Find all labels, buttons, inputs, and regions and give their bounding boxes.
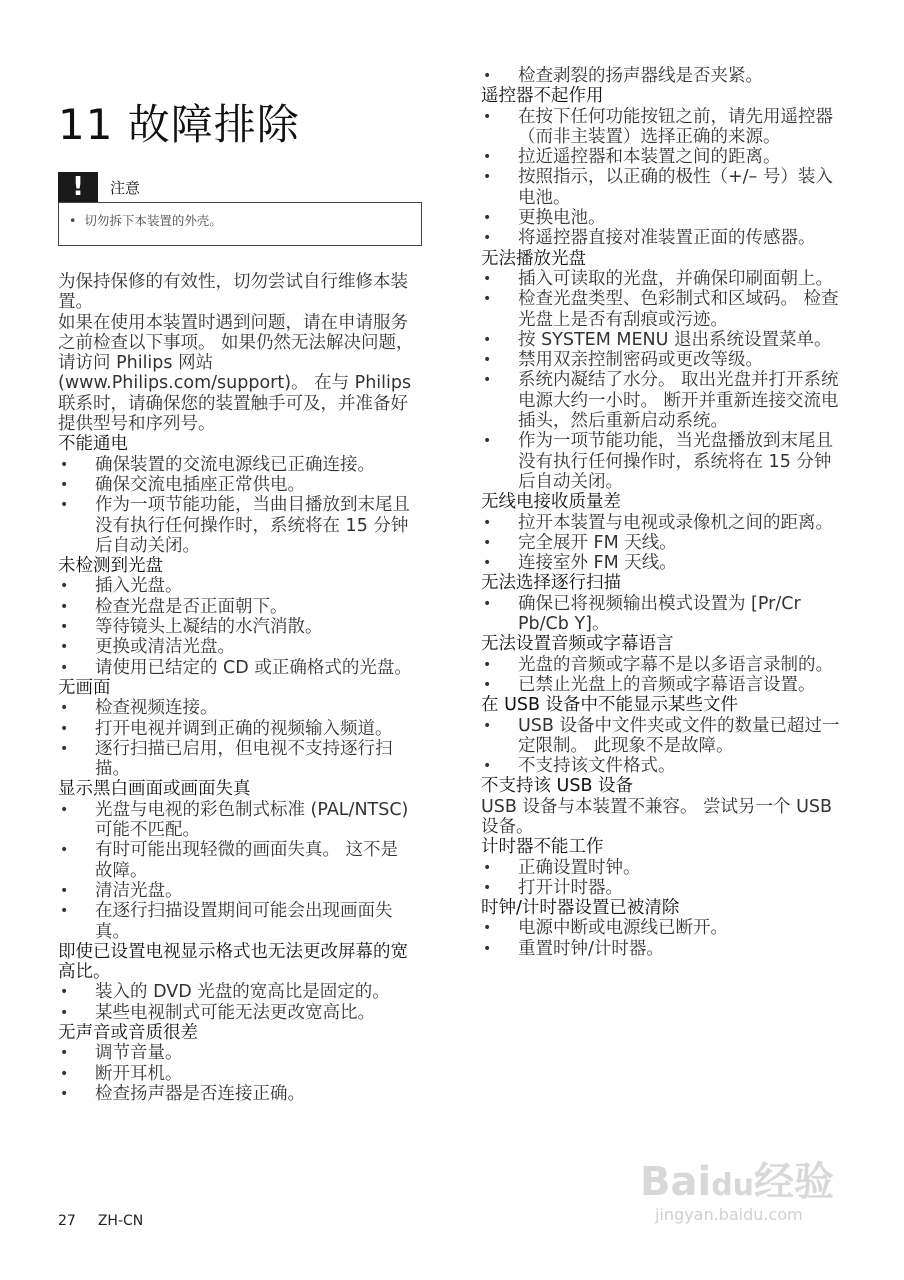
bullet-list — [481, 513, 843, 574]
troubleshoot-section — [481, 86, 843, 248]
section-heading: 无法选择逐行扫描 — [481, 573, 621, 594]
section-heading: 在 USB 设备中不能显示某些文件 — [481, 695, 739, 716]
list-item: • 确保交流电插座正常供电。 — [58, 475, 414, 495]
list-item: • 按 SYSTEM MENU 退出系统设置菜单。 — [481, 330, 843, 350]
bullet-list — [58, 800, 414, 942]
list-item: • 作为一项节能功能，当光盘播放到末尾且没有执行任何操作时，系统将在 15 分钟后自动关闭。 — [481, 431, 843, 492]
bullet-list — [481, 66, 843, 86]
bullet-list — [58, 982, 414, 1023]
troubleshoot-section — [58, 556, 414, 678]
list-item: • 光盘与电视的彩色制式标准 (PAL/NTSC) 可能不匹配。 — [58, 800, 414, 841]
troubleshoot-section — [481, 695, 843, 776]
troubleshoot-section — [481, 573, 843, 634]
list-item: • 检查光盘是否正面朝下。 — [58, 597, 414, 617]
right-column — [481, 66, 843, 959]
list-item: • 插入光盘。 — [58, 576, 414, 596]
list-item: • 重置时钟/计时器。 — [481, 939, 843, 959]
bullet: • — [69, 213, 77, 228]
section-heading: 无声音或音质很差 — [58, 1022, 198, 1043]
section-heading: 未检测到光盘 — [58, 556, 163, 577]
intro-paragraph: 如果在使用本装置时遇到问题，请在申请服务之前检查以下事项。 如果仍然无法解决问题，请访问 Philips 网站 (www.Philips.com/support)。 在与 Philips 联系时，请确保您的装置触手可及，并准备好提供型号和序列号。 — [58, 312, 414, 435]
bullet-list — [481, 269, 843, 492]
list-item: • 插入可读取的光盘，并确保印刷面朝上。 — [481, 269, 843, 289]
caution-note — [58, 172, 422, 246]
list-item: • 正确设置时钟。 — [481, 858, 843, 878]
troubleshoot-section — [481, 837, 843, 898]
list-item: • 系统内凝结了水分。 取出光盘并打开系统电源大约一小时。 断开并重新连接交流电插头，然后重新启动系统。 — [481, 370, 843, 431]
list-item: • 检查光盘类型、色彩制式和区域码。 检查光盘上是否有刮痕或污迹。 — [481, 289, 843, 330]
list-item: • 在按下任何功能按钮之前，请先用遥控器（而非主装置）选择正确的来源。 — [481, 107, 843, 148]
list-item: • 连接室外 FM 天线。 — [481, 553, 843, 573]
list-item: • 逐行扫描已启用，但电视不支持逐行扫描。 — [58, 739, 414, 780]
intro-paragraph: 为保持保修的有效性，切勿尝试自行维修本装置。 — [58, 272, 408, 313]
section-heading: 不能通电 — [58, 434, 128, 455]
section-heading: 无线电接收质量差 — [481, 492, 621, 513]
list-item: • 将遥控器直接对准装置正面的传感器。 — [481, 228, 843, 248]
left-column — [58, 272, 414, 1104]
watermark-url: jingyan.baidu.com — [655, 1205, 803, 1224]
list-item: • 电源中断或电源线已断开。 — [481, 918, 843, 938]
list-item: • 作为一项节能功能，当曲目播放到末尾且没有执行任何操作时，系统将在 15 分钟后自动关闭。 — [58, 495, 414, 556]
bullet-list — [481, 655, 843, 696]
section-heading: 计时器不能工作 — [481, 837, 604, 858]
note-box — [58, 202, 422, 246]
watermark-logo: Baidu经验 — [640, 1159, 835, 1205]
section-heading: 不支持该 USB 设备 — [481, 776, 634, 797]
troubleshoot-section — [481, 66, 843, 86]
exclamation-icon: ! — [58, 172, 98, 202]
list-item: • 调节音量。 — [58, 1043, 414, 1063]
list-item: • 检查扬声器是否连接正确。 — [58, 1084, 414, 1104]
bullet-list — [58, 576, 414, 677]
list-item: • 请使用已结定的 CD 或正确格式的光盘。 — [58, 658, 414, 678]
section-heading: 即使已设置电视显示格式也无法更改屏幕的宽高比。 — [58, 941, 408, 983]
list-item: • 确保已将视频输出模式设置为 [Pr/Cr Pb/Cb Y]。 — [481, 594, 843, 635]
list-item: • 拉近遥控器和本装置之间的距离。 — [481, 147, 843, 167]
section-text: USB 设备与本装置不兼容。 尝试另一个 USB 设备。 — [481, 796, 833, 837]
language-code: ZH-CN — [97, 1213, 144, 1229]
list-item: • 禁用双亲控制密码或更改等级。 — [481, 350, 843, 370]
bullet-list — [481, 918, 843, 959]
list-item: • 打开计时器。 — [481, 878, 843, 898]
list-item: • USB 设备中文件夹或文件的数量已超过一定限制。 此现象不是故障。 — [481, 716, 843, 757]
list-item: • 等待镜头上凝结的水汽消散。 — [58, 617, 414, 637]
list-item: • 清洁光盘。 — [58, 881, 414, 901]
note-item: 切勿拆下本装置的外壳。 — [84, 213, 222, 228]
troubleshoot-section — [481, 898, 843, 959]
troubleshoot-section — [58, 779, 414, 941]
note-label: 注意 — [110, 178, 141, 197]
list-item: • 不支持该文件格式。 — [481, 756, 843, 776]
troubleshoot-section — [481, 249, 843, 493]
page-title: 11 故障排除 — [58, 100, 300, 150]
bullet-list — [58, 1043, 414, 1104]
list-item: • 更换电池。 — [481, 208, 843, 228]
list-item: • 断开耳机。 — [58, 1064, 414, 1084]
page-footer — [58, 1213, 165, 1229]
troubleshoot-section — [58, 1023, 414, 1104]
list-item: • 已禁止光盘上的音频或字幕语言设置。 — [481, 675, 843, 695]
troubleshoot-section — [481, 776, 843, 837]
troubleshoot-section — [481, 634, 843, 695]
troubleshoot-section — [58, 434, 414, 556]
bullet-list — [481, 716, 843, 777]
list-item: • 确保装置的交流电源线已正确连接。 — [58, 455, 414, 475]
page-number: 27 — [58, 1213, 76, 1229]
list-item: • 有时可能出现轻微的画面失真。 这不是故障。 — [58, 840, 414, 881]
list-item: • 某些电视制式可能无法更改宽高比。 — [58, 1003, 414, 1023]
list-item: • 更换或清洁光盘。 — [58, 637, 414, 657]
section-heading: 时钟/计时器设置已被清除 — [481, 898, 680, 919]
bullet-list — [481, 594, 843, 635]
list-item: • 装入的 DVD 光盘的宽高比是固定的。 — [58, 982, 414, 1002]
list-item: • 完全展开 FM 天线。 — [481, 533, 843, 553]
section-heading: 显示黑白画面或画面失真 — [58, 779, 251, 800]
bullet-list — [58, 455, 414, 556]
list-item: • 拉开本装置与电视或录像机之间的距离。 — [481, 513, 843, 533]
troubleshoot-section — [58, 678, 414, 779]
section-heading: 无画面 — [58, 677, 111, 698]
list-item: • 按照指示，以正确的极性（+/– 号）装入电池。 — [481, 167, 843, 208]
list-item: • 检查剥裂的扬声器线是否夹紧。 — [481, 66, 843, 86]
list-item: • 打开电视并调到正确的视频输入频道。 — [58, 719, 414, 739]
list-item: • 检查视频连接。 — [58, 698, 414, 718]
section-heading: 无法设置音频或字幕语言 — [481, 634, 674, 655]
troubleshoot-section — [58, 942, 414, 1023]
list-item: • 在逐行扫描设置期间可能会出现画面失真。 — [58, 901, 414, 942]
bullet-list — [481, 858, 843, 899]
section-heading: 无法播放光盘 — [481, 248, 586, 269]
bullet-list — [481, 107, 843, 249]
bullet-list — [58, 698, 414, 779]
section-heading: 遥控器不起作用 — [481, 86, 604, 107]
list-item: • 光盘的音频或字幕不是以多语言录制的。 — [481, 655, 843, 675]
troubleshoot-section — [481, 492, 843, 573]
